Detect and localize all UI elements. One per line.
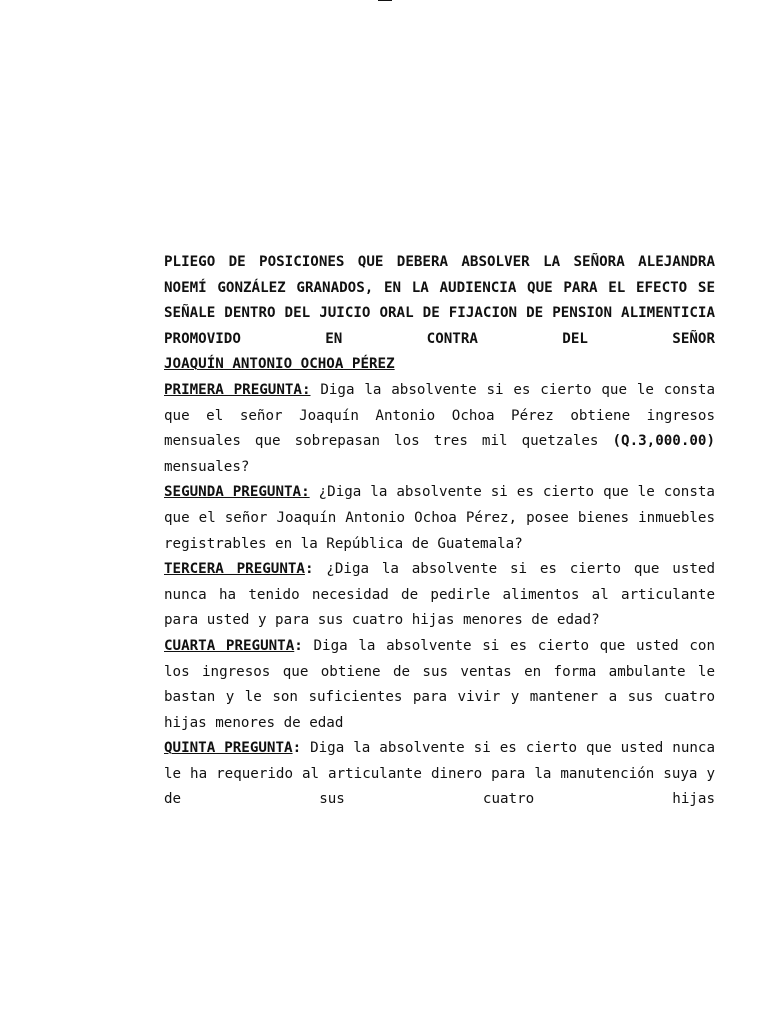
question-4-colon: : xyxy=(294,637,303,654)
page-top-mark xyxy=(378,0,392,1)
document-body xyxy=(164,250,715,813)
question-3-label: TERCERA PREGUNTA xyxy=(164,561,305,578)
question-1-text-before: Diga la absolvente si es cierto que le consta que el señor Joaquín Antonio Ochoa Pérez obtiene ingresos mensuales que sobrepasan los tres mil quetzales xyxy=(164,381,715,450)
document-title: PLIEGO DE POSICIONES QUE DEBERA ABSOLVER LA SEÑORA ALEJANDRA NOEMÍ GONZÁLEZ GRANADOS, EN LA AUDIENCIA QUE PARA EL EFECTO SE SEÑALE DENTRO DEL JUICIO ORAL DE FIJACION DE PENSION ALIMENTICIA PROMOVIDO EN CONTRA DEL SEÑOR xyxy=(164,254,715,347)
question-3 xyxy=(164,557,715,634)
question-1 xyxy=(164,378,715,480)
question-1-amount: (Q.3,000.00) xyxy=(612,433,715,450)
question-4-label: CUARTA PREGUNTA xyxy=(164,637,295,654)
question-2 xyxy=(164,480,715,557)
question-5 xyxy=(164,736,715,813)
question-5-text: Diga la absolvente si es cierto que usted nunca le ha requerido al articulante dinero para la manutención suya y de sus cuatro hijas xyxy=(164,740,716,808)
question-4 xyxy=(164,634,715,736)
question-1-label: PRIMERA PREGUNTA: xyxy=(164,381,311,398)
question-2-label: SEGUNDA PREGUNTA: xyxy=(164,484,310,501)
question-3-colon: : xyxy=(304,561,314,578)
question-5-colon: : xyxy=(292,740,302,757)
question-4-text: Diga la absolvente si es cierto que usted con los ingresos que obtiene de sus ventas en forma ambulante le bastan y le son suficientes para vivir y mantener a sus cuatro hijas menores de edad xyxy=(164,637,715,731)
question-2-text: ¿Diga la absolvente si es cierto que le consta que el señor Joaquín Antonio Ochoa Pérez, posee bienes inmuebles registrables en la República de Guatemala? xyxy=(164,484,715,552)
defendant-name: JOAQUÍN ANTONIO OCHOA PÉREZ xyxy=(164,356,395,373)
question-5-label: QUINTA PREGUNTA xyxy=(164,740,293,757)
question-3-text: ¿Diga la absolvente si es cierto que usted nunca ha tenido necesidad de pedirle alimentos al articulante para usted y para sus cuatro hijas menores de edad? xyxy=(164,561,715,629)
question-1-text-after: mensuales? xyxy=(164,458,250,475)
